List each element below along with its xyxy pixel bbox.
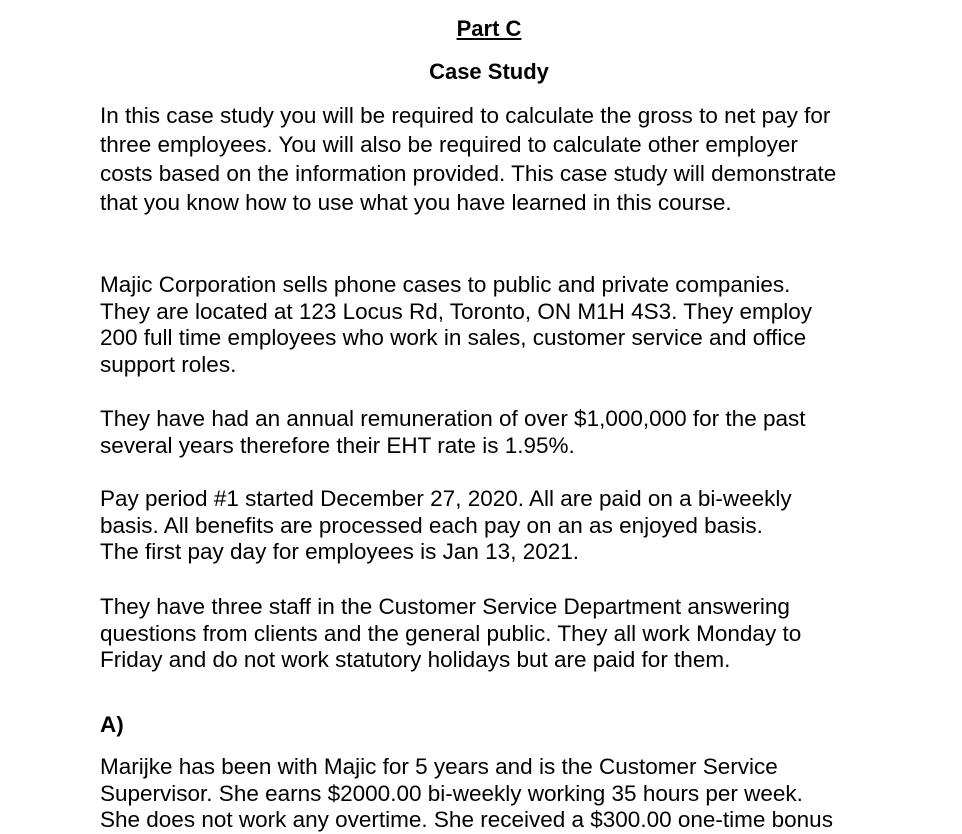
eht-line: They have had an annual remuneration of over $1,000,000 for the past (100, 406, 806, 431)
company-line: Majic Corporation sells phone cases to public and private companies. (100, 272, 791, 297)
company-paragraph (100, 272, 900, 379)
intro-line: that you know how to use what you have learned in this course. (100, 190, 732, 215)
marijke-paragraph (100, 754, 900, 834)
staff-line: Friday and do not work statutory holidays but are paid for them. (100, 647, 731, 673)
eht-paragraph (100, 406, 900, 459)
intro-line: costs based on the information provided. This case study will demonstrate (100, 161, 837, 186)
staff-line: questions from clients and the general public. They all work Monday to (100, 620, 802, 646)
marijke-line: Supervisor. She earns $2000.00 bi-weekly working 35 hours per week. (100, 780, 803, 806)
part-title: Part C (456, 16, 522, 41)
pay-period-line: The first pay day for employees is Jan 13, 2021. (100, 539, 580, 565)
company-line: They are located at 123 Locus Rd, Toronto, ON M1H 4S3. They employ (100, 298, 813, 324)
company-line: 200 full time employees who work in sales, customer service and office (100, 325, 807, 351)
intro-line: three employees. You will also be required to calculate other employer (100, 132, 798, 157)
company-line: support roles. (100, 352, 237, 378)
pay-period-line: Pay period #1 started December 27, 2020. All are paid on a bi-weekly (100, 486, 792, 511)
pay-period-line: basis. All benefits are processed each pay on an as enjoyed basis. (100, 512, 763, 538)
intro-paragraph (100, 101, 900, 217)
marijke-line: Marijke has been with Majic for 5 years and is the Customer Service (100, 754, 778, 779)
section-a-label: A) (100, 712, 124, 737)
intro-line: In this case study you will be required to calculate the gross to net pay for (100, 103, 831, 128)
pay-period-paragraph (100, 486, 900, 566)
eht-line: several years therefore their EHT rate is 1.95%. (100, 432, 575, 458)
marijke-line: She does not work any overtime. She received a $300.00 one-time bonus (100, 807, 833, 833)
staff-paragraph (100, 594, 900, 674)
staff-line: They have three staff in the Customer Service Department answering (100, 594, 790, 619)
case-study-title: Case Study (429, 59, 549, 84)
